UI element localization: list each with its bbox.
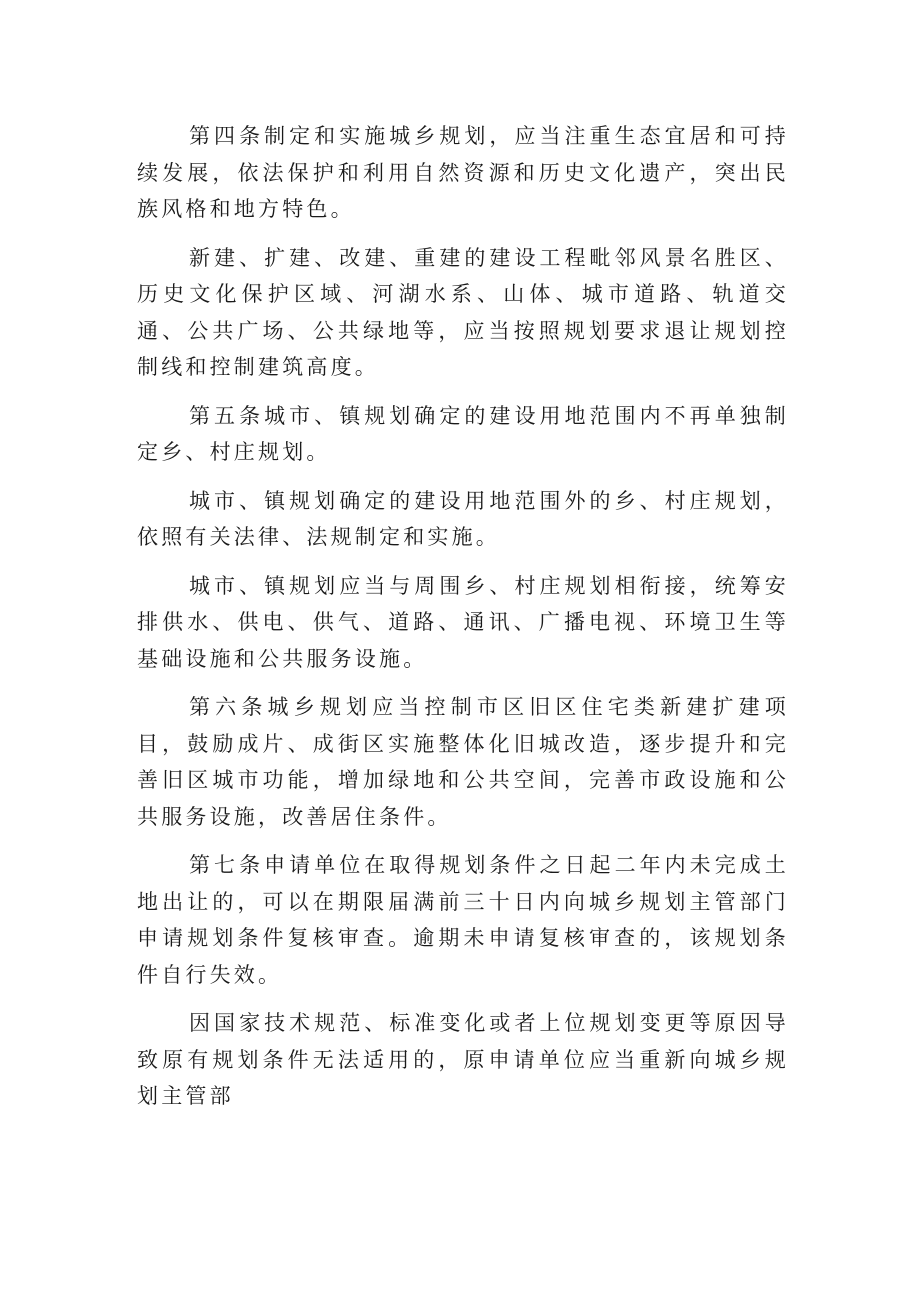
paragraph-condition-change: 因国家技术规范、标准变化或者上位规划变更等原因导致原有规划条件无法适用的，原申请单位应当重新向城乡规划主管部: [137, 1011, 789, 1108]
paragraph-setback-rules: 新建、扩建、改建、重建的建设工程毗邻风景名胜区、历史文化保护区域、河湖水系、山体、城市道路、轨道交通、公共广场、公共绿地等，应当按照规划要求退让规划控制线和控制建筑高度。: [137, 245, 789, 379]
paragraph-infrastructure: 城市、镇规划应当与周围乡、村庄规划相衔接，统筹安排供水、供电、供气、道路、通讯、广播电视、环境卫生等基础设施和公共服务设施。: [137, 573, 789, 671]
paragraph-article-6: 第六条城乡规划应当控制市区旧区住宅类新建扩建项目，鼓励成片、成街区实施整体化旧城改造，逐步提升和完善旧区城市功能，增加绿地和公共空间，完善市政设施和公共服务设施，改善居住条件。: [137, 695, 789, 829]
paragraph-rural-planning: 城市、镇规划确定的建设用地范围外的乡、村庄规划，依照有关法律、法规制定和实施。: [137, 488, 789, 549]
paragraph-article-5: 第五条城市、镇规划确定的建设用地范围内不再单独制定乡、村庄规划。: [137, 403, 789, 464]
document-body: [137, 118, 789, 1127]
paragraph-article-7: 第七条申请单位在取得规划条件之日起二年内未完成土地出让的，可以在期限届满前三十日内向城乡规划主管部门申请规划条件复核审查。逾期未申请复核审查的，该规划条件自行失效。: [137, 853, 789, 987]
paragraph-article-4: 第四条制定和实施城乡规划，应当注重生态宜居和可持续发展，依法保护和利用自然资源和历史文化遗产，突出民族风格和地方特色。: [137, 124, 789, 221]
